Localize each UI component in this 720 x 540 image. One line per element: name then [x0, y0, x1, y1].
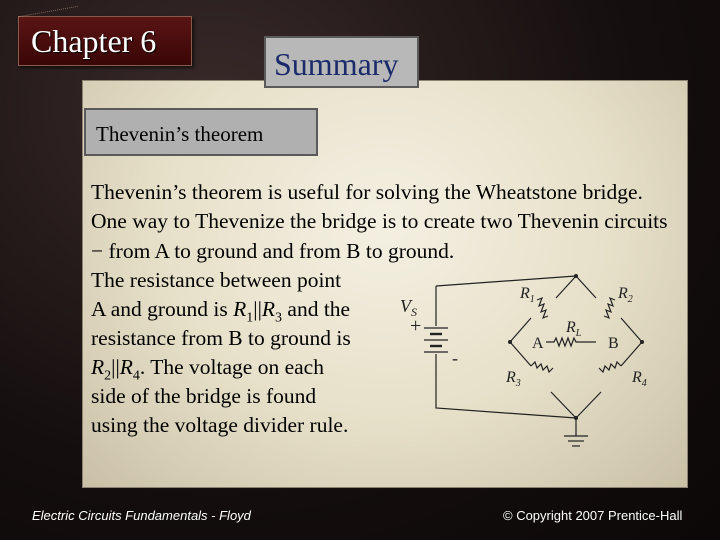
- r2-lead-bottom: [621, 318, 642, 342]
- r4-lead-bottom: [576, 392, 601, 418]
- topic-title: Thevenin’s theorem: [96, 122, 264, 146]
- topic-banner: [84, 108, 318, 156]
- r1-lead-bottom: [510, 318, 531, 342]
- r2-label: $R_2$: [618, 285, 633, 305]
- chapter-banner: [18, 16, 192, 66]
- node-b-label: B: [608, 335, 619, 352]
- source-label: $V_S$: [400, 296, 417, 319]
- intro-paragraph: Thevenin’s theorem is useful for solving the Wheatstone bridge. One way to Thevenize the bridge is to create two Thevenin circuits − from A to ground and from B to ground.: [91, 180, 668, 263]
- r4-label: $R_4$: [632, 369, 647, 389]
- body-line-1: The resistance between point: [91, 268, 342, 292]
- r1-lead-top: [556, 276, 576, 298]
- wheatstone-bridge-diagram: [396, 268, 686, 458]
- body-line-2: A and ground is $R_1||R_3$ and the: [91, 297, 351, 326]
- r3-zigzag: [531, 362, 553, 372]
- body-line-5: side of the bridge is found: [91, 384, 317, 408]
- node-a-dot: [508, 340, 512, 344]
- body-line-3: resistance from B to ground is: [91, 326, 351, 350]
- r2-zigzag: [604, 298, 615, 318]
- node-a-label: A: [532, 335, 544, 352]
- top-wire: [436, 276, 576, 286]
- r2-lead-top: [576, 276, 596, 298]
- chapter-title: Chapter 6: [31, 23, 157, 59]
- r3-lead-bottom: [551, 392, 576, 418]
- top-node: [574, 274, 578, 278]
- body-line-4: $R_2||R_4$. The voltage on each: [91, 355, 324, 384]
- bottom-node: [574, 416, 578, 420]
- r3-label: $R_3$: [506, 369, 521, 389]
- section-title: Summary: [274, 46, 399, 82]
- r1-zigzag: [537, 298, 548, 318]
- r3-lead-top: [510, 342, 531, 366]
- r4-lead-top: [621, 342, 642, 366]
- plus-sign: +: [410, 315, 422, 337]
- footer-book-title: Electric Circuits Fundamentals - Floyd: [32, 508, 251, 523]
- minus-sign: -: [452, 348, 458, 368]
- rl-label: $R_L$: [566, 319, 582, 339]
- footer-copyright: © Copyright 2007 Prentice-Hall: [503, 508, 683, 523]
- r4-zigzag: [599, 362, 621, 372]
- rl-zigzag: [546, 338, 596, 346]
- node-b-dot: [640, 340, 644, 344]
- section-banner: [264, 36, 419, 88]
- body-line-6: using the voltage divider rule.: [91, 413, 349, 437]
- r1-label: $R_1$: [520, 285, 535, 305]
